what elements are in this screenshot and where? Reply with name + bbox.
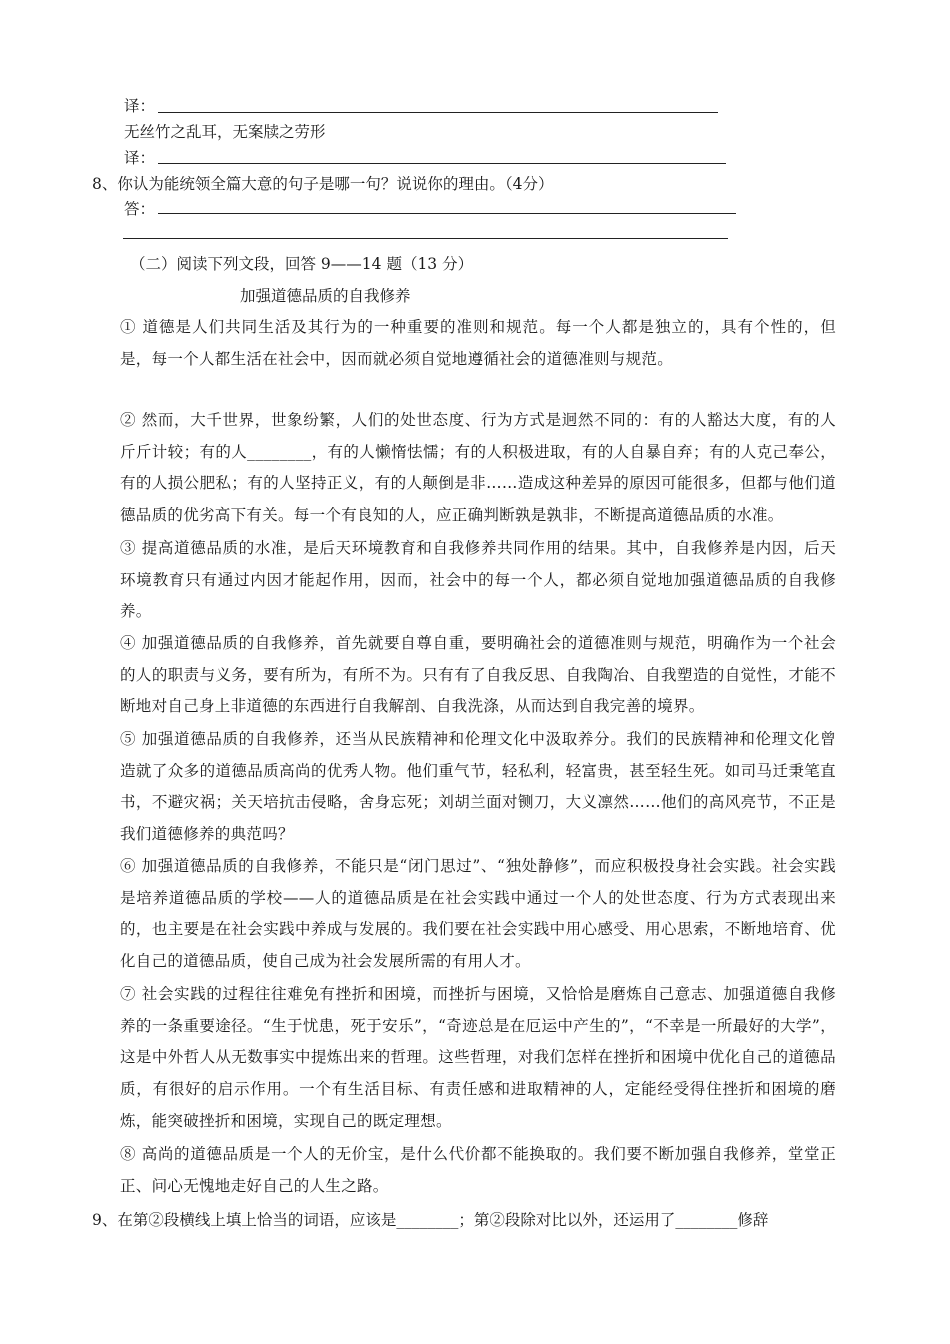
translate-label-1: 译： <box>124 97 156 115</box>
question-9: 9、在第②段横线上填上恰当的词语，应该是________；第②段除对比以外，还运用了________修辞 <box>92 1211 769 1229</box>
classical-sentence: 无丝竹之乱耳，无案牍之劳形 <box>124 123 326 141</box>
paragraph-4: ④ 加强道德品质的自我修养，首先就要自尊自重，要明确社会的道德准则与规范，明确作为一个社会的人的职责与义务，要有所为，有所不为。只有有了自我反思、自我陶冶、自我塑造的自觉性，才能不断地对自己身上非道德的东西进行自我解剖、自我洗涤，从而达到自我完善的境界。 <box>120 634 836 716</box>
answer-line-2 <box>158 163 726 164</box>
paragraph-7: ⑦ 社会实践的过程往往难免有挫折和困境，而挫折与困境，又恰恰是磨炼自己意志、加强道德自我修养的一条重要途径。“生于忧患，死于安乐”，“奇迹总是在厄运中产生的”，“不幸是一所最好的大学”，这是中外哲人从无数事实中提炼出来的哲理。这些哲理，对我们怎样在挫折和困境中优化自己的道德品质，有很好的启示作用。一个有生活目标、有责任感和进取精神的人，定能经受得住挫折和困境的磨炼，能突破挫折和困境，实现自己的既定理想。 <box>120 985 836 1130</box>
paragraph-2: ② 然而，大千世界，世象纷繁，人们的处世态度、行为方式是迥然不同的：有的人豁达大度，有的人斤斤计较；有的人________，有的人懒惰怯懦；有的人积极进取，有的人自暴自弃；有的人克己奉公，有的人损公肥私；有的人坚持正义，有的人颠倒是非……造成这种差异的原因可能很多，但都与他们道德品质的优劣高下有关。每一个有良知的人，应正确判断孰是孰非，不断提高道德品质的水准。 <box>120 411 836 525</box>
answer-line-4 <box>123 238 728 239</box>
section-heading: （二）阅读下列文段，回答 9——14 题（13 分） <box>130 255 474 273</box>
paragraph-6: ⑥ 加强道德品质的自我修养，不能只是“闭门思过”、“独处静修”，而应积极投身社会实践。社会实践是培养道德品质的学校——人的道德品质是在社会实践中通过一个人的处世态度、行为方式表现出来的，也主要是在社会实践中养成与发展的。我们要在社会实践中用心感受、用心思索，不断地培育、优化自己的道德品质，使自己成为社会发展所需的有用人才。 <box>120 857 836 971</box>
answer-line-1 <box>158 112 718 113</box>
question-8: 8、你认为能统领全篇大意的句子是哪一句？说说你的理由。（4分） <box>92 175 554 193</box>
translate-label-2: 译： <box>124 149 156 167</box>
paragraph-3: ③ 提高道德品质的水准，是后天环境教育和自我修养共同作用的结果。其中，自我修养是内因，后天环境教育只有通过内因才能起作用，因而，社会中的每一个人，都必须自觉地加强道德品质的自我修养。 <box>120 539 836 621</box>
answer-line-3 <box>158 213 736 214</box>
answer-label: 答： <box>124 200 156 218</box>
paragraph-5: ⑤ 加强道德品质的自我修养，还当从民族精神和伦理文化中汲取养分。我们的民族精神和伦理文化曾造就了众多的道德品质高尚的优秀人物。他们重气节，轻私利，轻富贵，甚至轻生死。如司马迁秉笔直书，不避灾祸；关天培抗击侵略，舍身忘死；刘胡兰面对铡刀，大义凛然……他们的高风亮节，不正是我们道德修养的典范吗？ <box>120 730 836 844</box>
article-title: 加强道德品质的自我修养 <box>240 287 411 305</box>
paragraph-8: ⑧ 高尚的道德品质是一个人的无价宝，是什么代价都不能换取的。我们要不断加强自我修养，堂堂正正、问心无愧地走好自己的人生之路。 <box>120 1145 836 1195</box>
paragraph-1: ① 道德是人们共同生活及其行为的一种重要的准则和规范。每一个人都是独立的，具有个性的，但是，每一个人都生活在社会中，因而就必须自觉地遵循社会的道德准则与规范。 <box>120 318 836 368</box>
